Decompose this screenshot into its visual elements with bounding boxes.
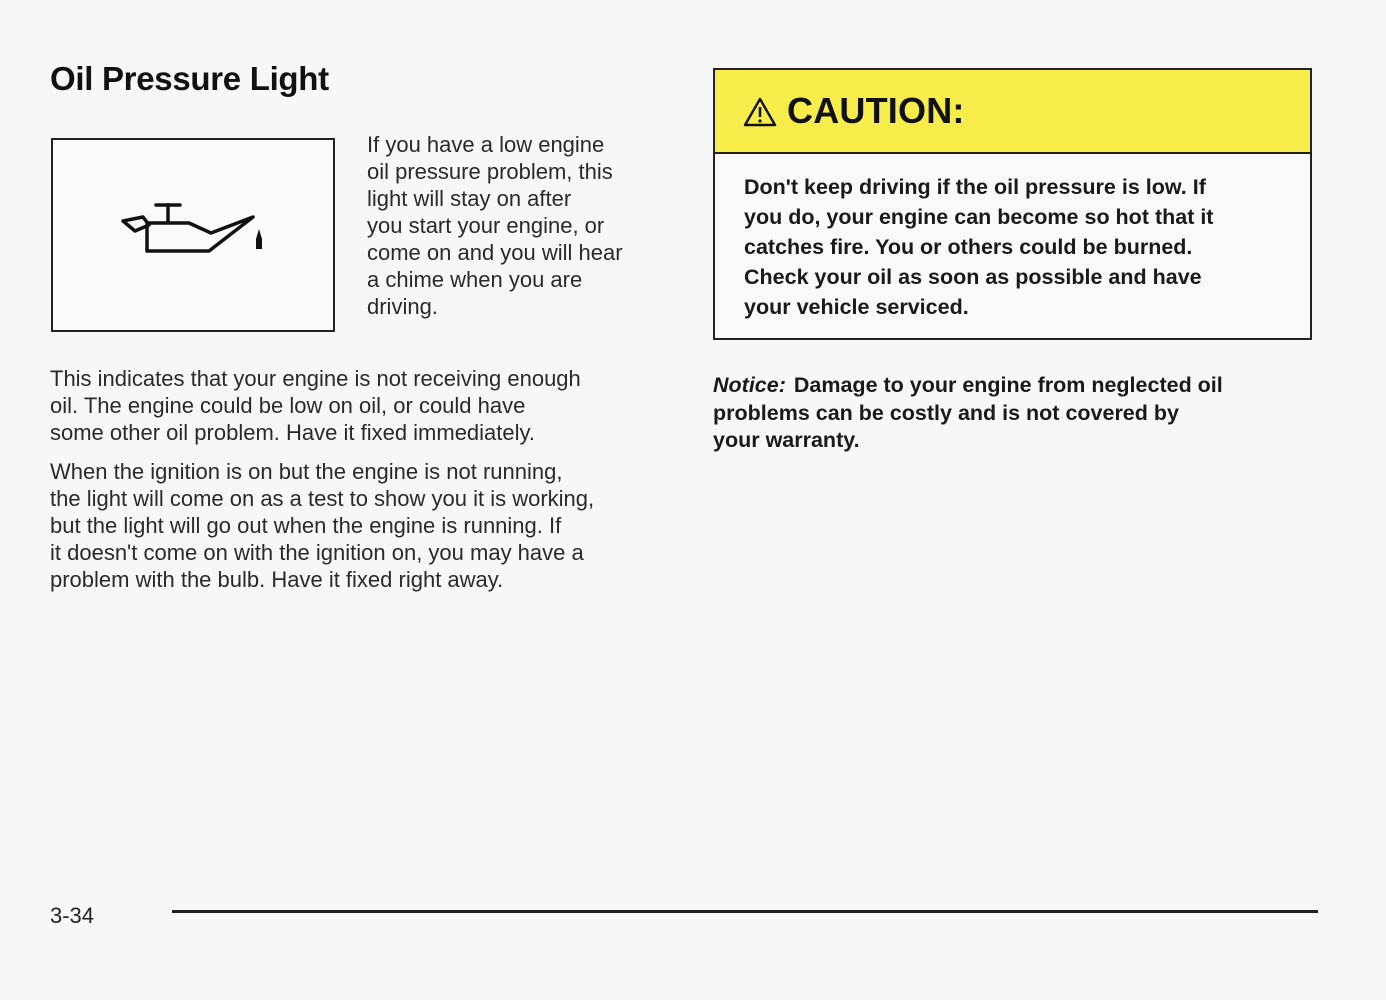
warning-triangle-icon — [743, 97, 777, 127]
caution-text: Don't keep driving if the oil pressure is low. If you do, your engine can become so hot that it catches fire. You or others could be burned. Check your oil as soon as possible and have your vehicle serviced. — [744, 175, 1214, 319]
footer-divider — [172, 910, 1318, 913]
caution-header — [715, 70, 1310, 154]
oil-pressure-symbol-frame — [51, 138, 335, 332]
caution-title: CAUTION: — [787, 90, 965, 131]
notice-paragraph — [713, 372, 1323, 455]
notice-label: Notice: — [713, 373, 786, 397]
oil-can-icon — [113, 195, 273, 275]
body-paragraph-2: When the ignition is on but the engine is not running, the light will come on as a test to show you it is working, but the light will go out when the engine is running. If it doesn't come on with the ignition on, you may have a problem with the bulb. Have it fixed right away. — [50, 459, 595, 592]
page-title: Oil Pressure Light — [50, 60, 329, 97]
intro-paragraph: If you have a low engine oil pressure problem, this light will stay on after you start your engine, or come on and you will hear a chime when you are driving. — [367, 132, 623, 319]
body-paragraph-1: This indicates that your engine is not receiving enough oil. The engine could be low on oil, or could have some other oil problem. Have it fixed immediately. — [50, 366, 581, 445]
page-number: 3-34 — [50, 903, 95, 928]
caution-box — [713, 68, 1312, 340]
notice-text: Damage to your engine from neglected oil problems can be costly and is not covered by your warranty. — [713, 373, 1223, 452]
